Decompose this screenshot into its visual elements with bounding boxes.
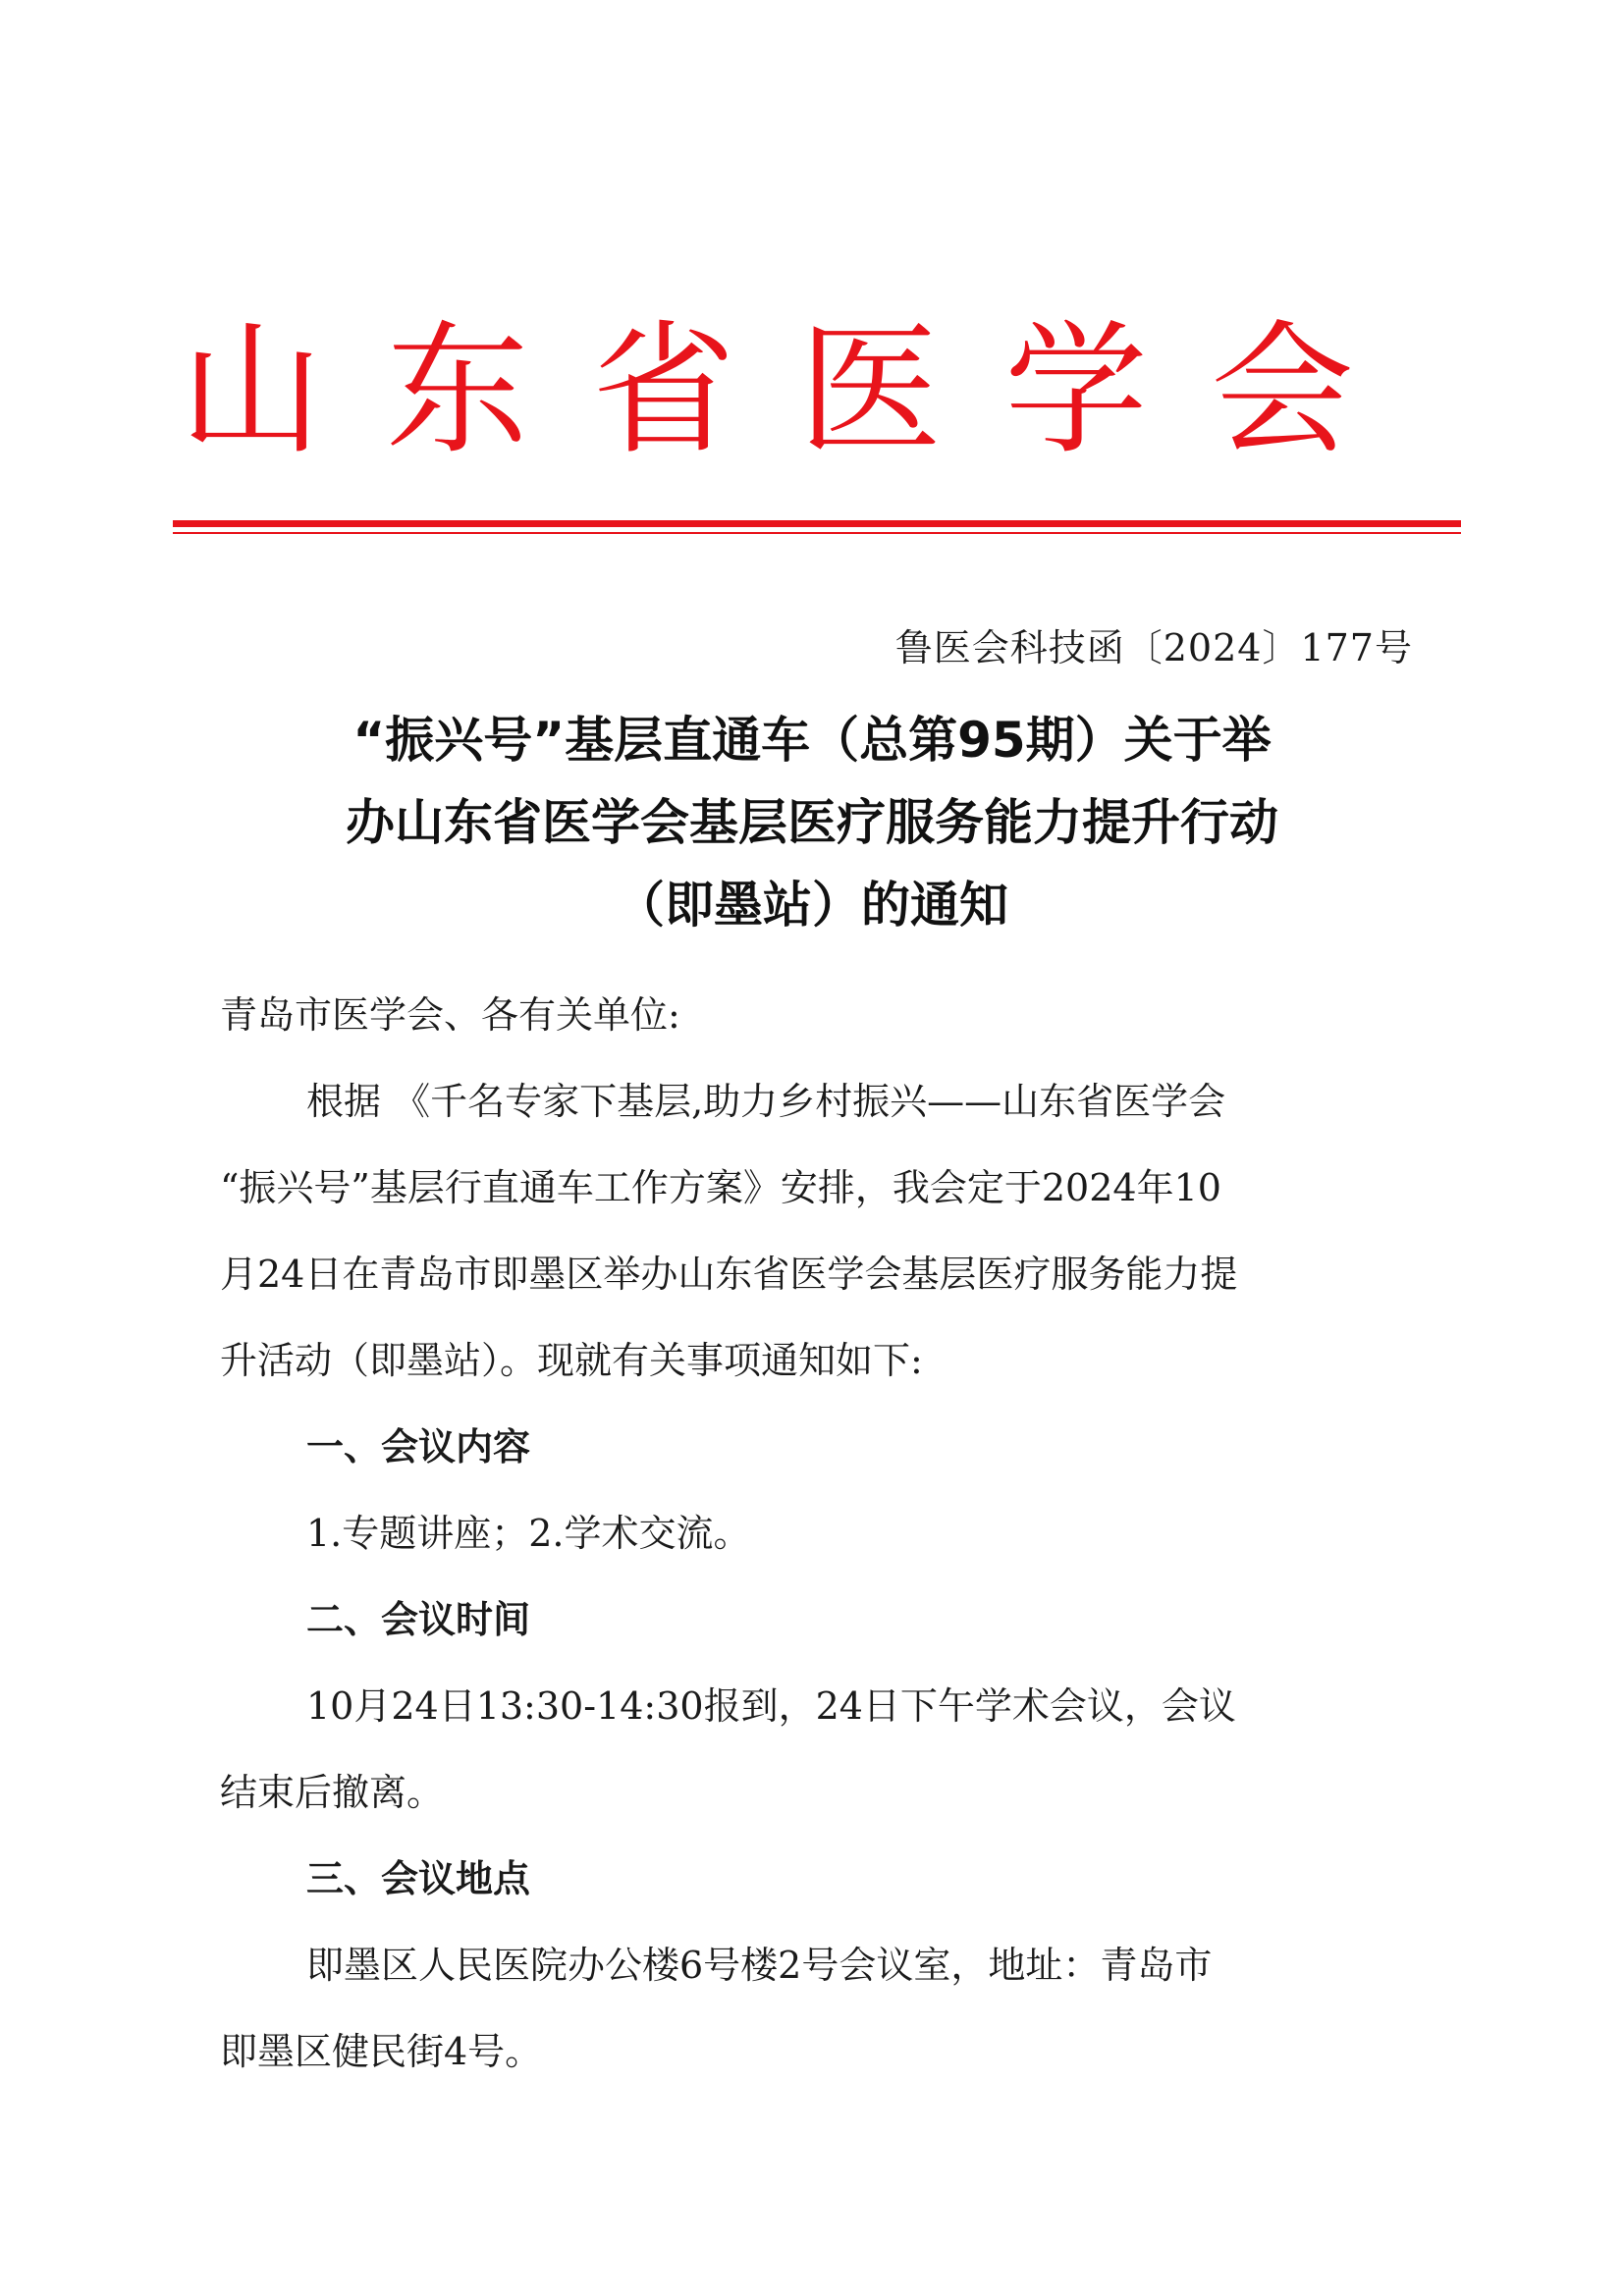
intro-line: 月24日在青岛市即墨区举办山东省医学会基层医疗服务能力提 [220,1253,1238,1296]
title-line: （即墨站）的通知 [616,877,1008,934]
document-title [173,699,1451,946]
document-body [220,972,1420,2095]
section-line: 结束后撤离。 [220,1771,445,1814]
letterhead-char: 学 [1004,307,1148,474]
letterhead-char: 山 [180,307,323,474]
intro-line: “振兴号”基层行直通车工作方案》安排，我会定于2024年10 [220,1166,1221,1209]
section-heading: 一、会议内容 [306,1425,531,1468]
letterhead-title [173,307,1361,474]
document-number: 鲁医会科技函〔2024〕177号 [894,626,1413,669]
intro-line: 根据 《千名专家下基层,助力乡村振兴——山东省医学会 [306,1080,1226,1123]
salutation: 青岛市医学会、各有关单位: [220,993,680,1037]
title-line: 办山东省医学会基层医疗服务能力提升行动 [346,794,1278,851]
section-line: 即墨区人民医院办公楼6号楼2号会议室，地址：青岛市 [306,1944,1213,1987]
letterhead-char: 会 [1211,307,1354,474]
section-line: 10月24日13:30-14:30报到，24日下午学术会议，会议 [306,1684,1236,1728]
letterhead-char: 东 [386,307,529,474]
section-heading: 二、会议时间 [306,1598,531,1641]
title-line: “振兴号”基层直通车（总第95期）关于举 [352,712,1272,769]
section-line: 1.专题讲座；2.学术交流。 [306,1512,751,1555]
letterhead-char: 省 [592,307,735,474]
letterhead-rule-thin [173,532,1461,534]
letterhead-rule-thick [173,520,1461,527]
section-heading: 三、会议地点 [306,1857,531,1900]
intro-line: 升活动（即墨站）。现就有关事项通知如下: [220,1339,923,1382]
letterhead-char: 医 [798,307,942,474]
section-line: 即墨区健民街4号。 [220,2030,543,2073]
